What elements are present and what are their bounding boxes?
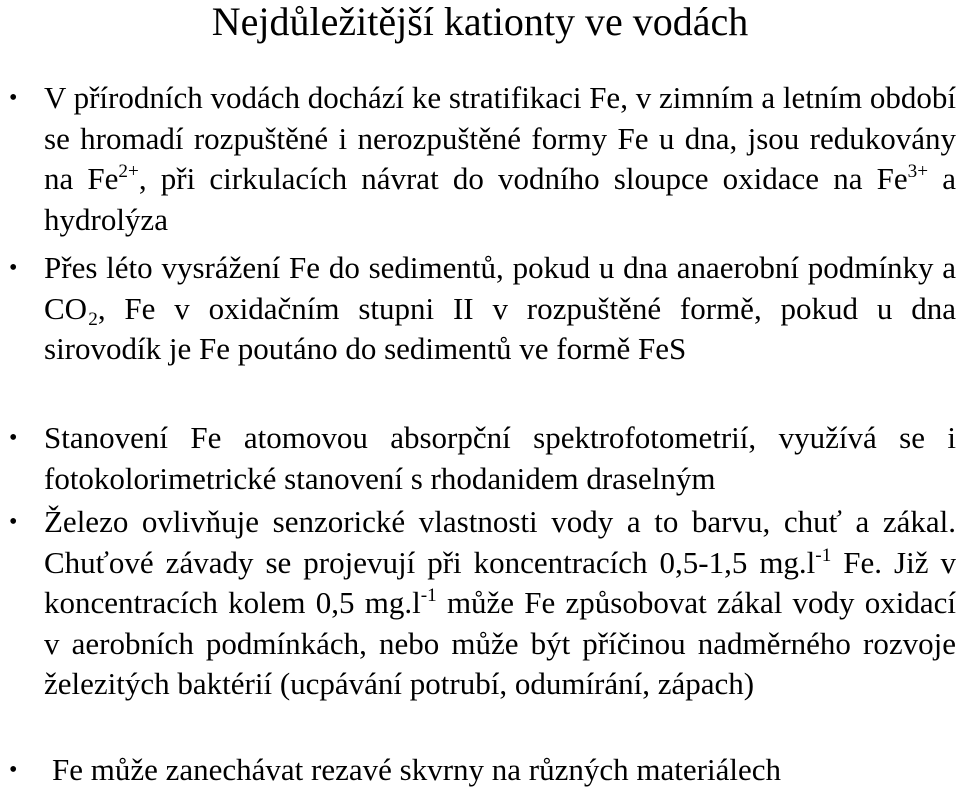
bullet-dot-icon: •: [9, 509, 18, 535]
bullet-item-summer-precipitation: [9, 248, 956, 370]
bullet-dot-icon: •: [9, 757, 18, 783]
superscript-charge: 3+: [907, 161, 929, 183]
bullet-text: V přírodních vodách dochází ke stratifikaci Fe, v zimním a letním období se hromadí rozpuštěné i nerozpuštěné formy Fe u dna, jsou redukovány na Fe: [44, 80, 956, 196]
bullet-item-rust-stains: [9, 750, 960, 791]
bullet-text: Fe může zanechávat rezavé skvrny na různých materiálech: [52, 752, 781, 787]
bullet-item-stratification: [9, 78, 956, 240]
bullet-text: , Fe v oxidačním stupni II v rozpuštěné formě, pokud u dna sirovodík je Fe poutáno do sedimentů ve formě FeS: [44, 290, 956, 366]
bullet-dot-icon: •: [9, 255, 18, 281]
bullet-item-sensory-properties: [9, 502, 956, 705]
bullet-text: , při cirkulacích návrat do vodního sloupce oxidace na Fe: [138, 161, 908, 196]
subscript-index: 2: [88, 309, 98, 331]
bullet-text: může Fe způsobovat zákal vody oxidací v aerobních podmínkách, nebo může být příčinou nadměrného rozvoje železitých baktérií (ucpávání potrubí, odumírání, zápach): [44, 585, 956, 701]
bullet-text: Stanovení Fe atomovou absorpční spektrofotometrií, využívá se i fotokolorimetrické stanovení s rhodanidem draselným: [44, 420, 956, 496]
bullet-dot-icon: •: [9, 85, 18, 111]
slide-title: Nejdůležitější kationty ve vodách: [211, 0, 749, 44]
bullet-text: Železo ovlivňuje senzorické vlastnosti vody a to barvu, chuť a zákal. Chuťové závady se projevují při koncentracích 0,5-1,5 mg.l: [44, 504, 956, 580]
bullet-text: Fe. Již v koncentracích kolem 0,5 mg.l: [44, 544, 956, 620]
superscript-charge: 2+: [118, 161, 139, 183]
bullet-text: a hydrolýza: [44, 161, 956, 237]
bullet-text: Přes léto vysrážení Fe do sedimentů, pokud u dna anaerobní podmínky a CO: [44, 250, 956, 326]
bullet-dot-icon: •: [9, 425, 18, 451]
superscript-exponent: -1: [815, 544, 832, 566]
superscript-exponent: -1: [420, 585, 437, 607]
bullet-item-determination: [9, 418, 956, 499]
